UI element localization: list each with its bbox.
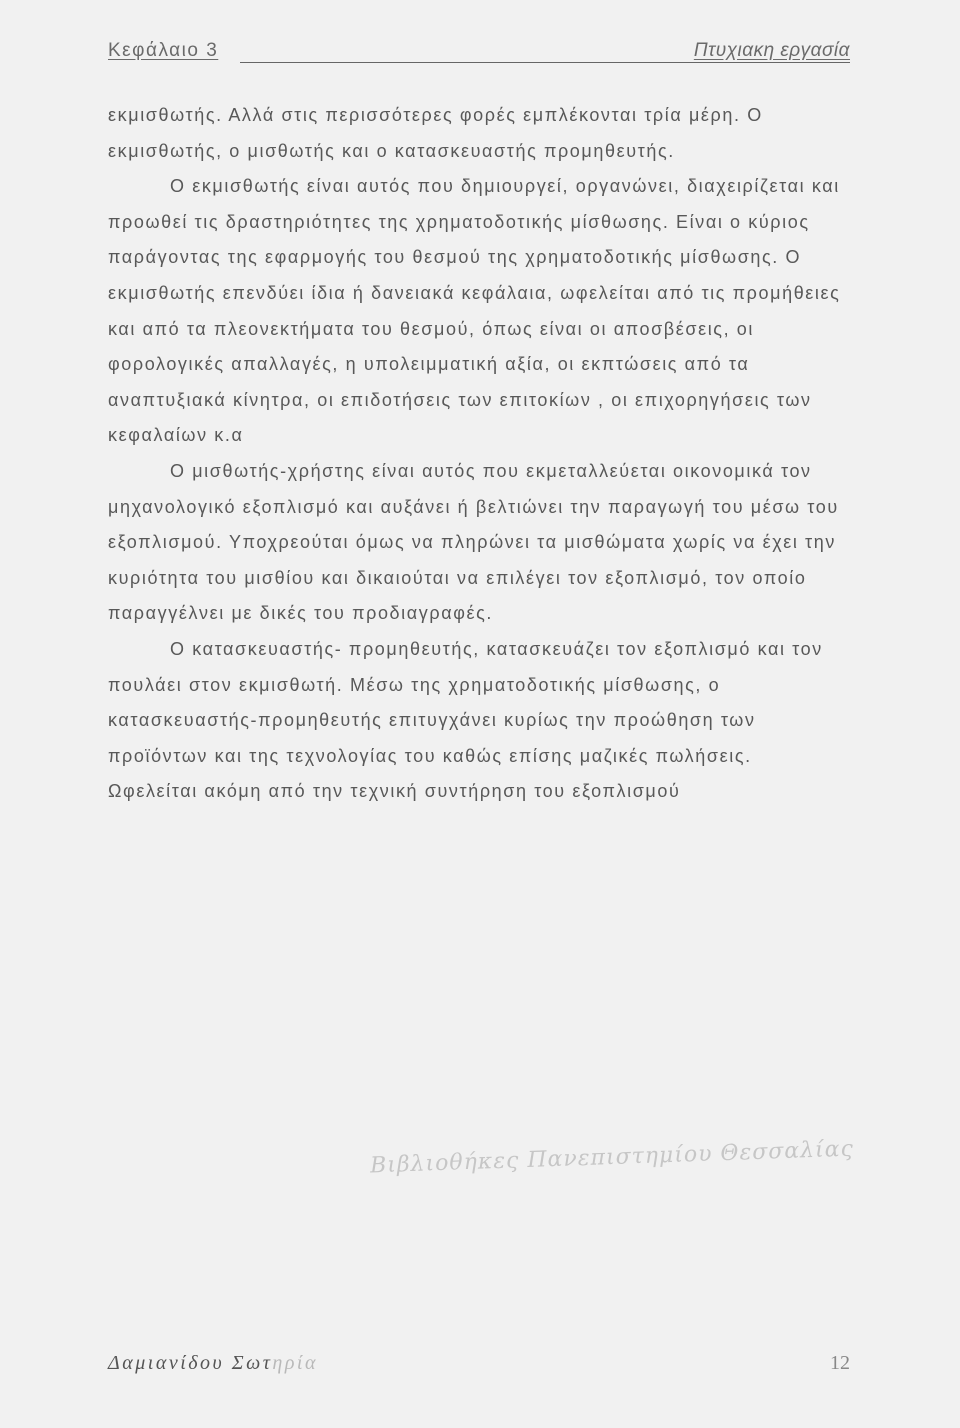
header-rule xyxy=(240,62,850,63)
page-header xyxy=(108,40,850,64)
page-number: 12 xyxy=(830,1352,850,1374)
document-title: Πτυχιακη εργασία xyxy=(693,40,850,61)
footer-author xyxy=(108,1352,318,1375)
footer-author-name: Δαμιανίδου Σωτ xyxy=(108,1352,273,1374)
body-text xyxy=(108,98,843,810)
chapter-label: Κεφάλαιο 3 xyxy=(108,40,219,61)
paragraph-3: Ο μισθωτής-χρήστης είναι αυτός που εκμεταλλεύεται οικονομικά τον μηχανολογικό εξοπλισμό και αυξάνει ή βελτιώνει την παραγωγή του μέσω του εξοπλισμού. Υποχρεούται όμως να πληρώνει τα μισθώματα χωρίς να έχει την κυριότητα του μισθίου και δικαιούται να επιλέγει τον εξοπλισμό, τον οποίο παραγγέλνει με δικές του προδιαγραφές. xyxy=(108,460,839,624)
footer-author-faded: ηρία xyxy=(272,1352,318,1374)
paragraph-1: εκμισθωτής. Αλλά στις περισσότερες φορές εμπλέκονται τρία μέρη. Ο εκμισθωτής, ο μισθωτής και ο κατασκευαστής προμηθευτής. xyxy=(108,105,763,161)
paragraph-2: Ο εκμισθωτής είναι αυτός που δημιουργεί, οργανώνει, διαχειρίζεται και προωθεί τις δραστηριότητες της χρηματοδοτικής μίσθωσης. Είναι ο κύριος παράγοντας της εφαρμογής του θεσμού της χρηματοδοτικής μίσθωσης. Ο εκμισθωτής επενδύει ίδια ή δανειακά κεφάλαια, ωφελείται από τις προμήθειες και από τα πλεονεκτήματα του θεσμού, όπως είναι οι αποσβέσεις, οι φορολογικές απαλλαγές, η υπολειμματική αξία, οι εκπτώσεις από τα αναπτυξιακά κίνητρα, οι επιδοτήσεις των επιτοκίων , οι επιχορηγήσεις των κεφαλαίων κ.α xyxy=(108,176,841,446)
library-stamp-signature: Βιβλιοθήκες Πανεπιστημίου Θεσσαλίας xyxy=(369,1136,855,1179)
paragraph-4: Ο κατασκευαστής- προμηθευτής, κατασκευάζει τον εξοπλισμό και τον πουλάει στον εκμισθωτή. Μέσω της χρηματοδοτικής μίσθωσης, ο κατασκευαστής-προμηθευτής επιτυγχάνει κυρίως την προώθηση των προϊόντων και της τεχνολογίας του καθώς επίσης μαζικές πωλήσεις. Ωφελείται ακόμη από την τεχνική συντήρηση του εξοπλισμού xyxy=(108,638,823,802)
